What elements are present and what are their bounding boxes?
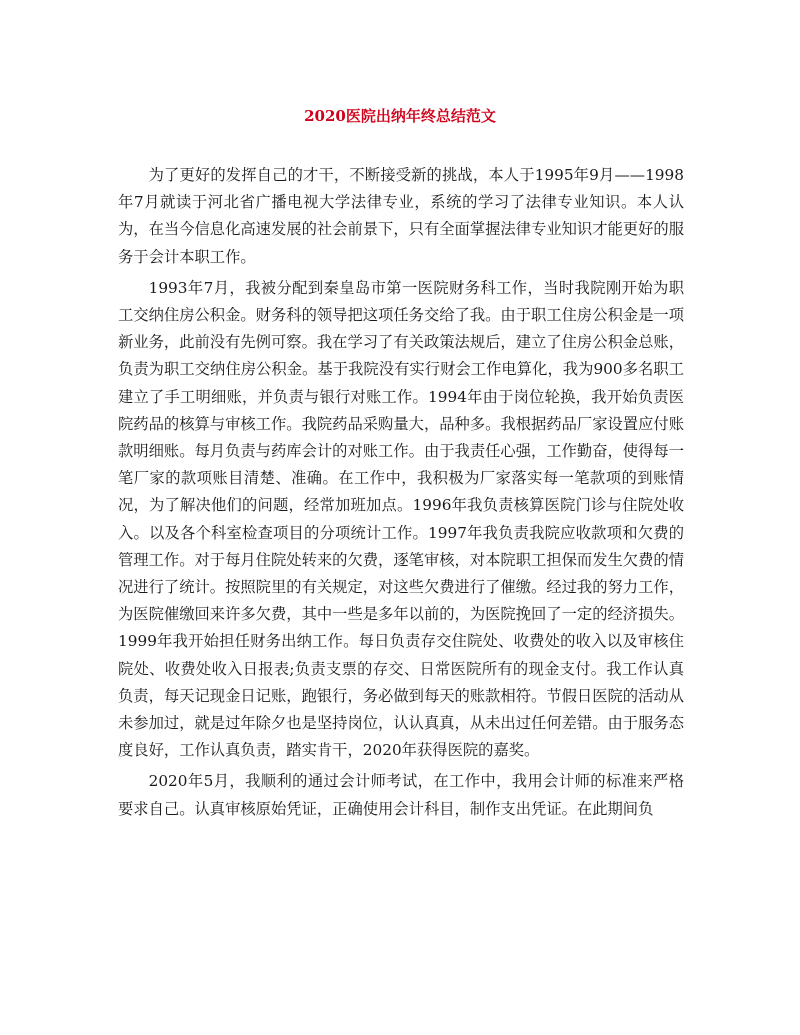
document-body [118,162,684,827]
document-title: 2020医院出纳年终总结范文 [304,107,496,125]
paragraph-1: 为了更好的发挥自己的才干，不断接受新的挑战，本人于1995年9月——1998年7月就读于河北省广播电视大学法律专业，系统的学习了法律专业知识。本人认为，在当今信息化高速发展的社会前景下，只有全面掌握法律专业知识才能更好的服务于会计本职工作。 [118,166,684,266]
paragraph-3: 2020年5月，我顺利的通过会计师考试，在工作中，我用会计师的标准来严格要求自己。认真审核原始凭证，正确使用会计科目，制作支出凭证。在此期间负 [118,772,684,818]
paragraph-2: 1993年7月，我被分配到秦皇岛市第一医院财务科工作，当时我院刚开始为职工交纳住房公积金。财务科的领导把这项任务交给了我。由于职工住房公积金是一项新业务，此前没有先例可察。我在学习了有关政策法规后，建立了住房公积金总账，负责为职工交纳住房公积金。基于我院没有实行财会工作电算化，我为900多名职工建立了手工明细账，并负责与银行对账工作。1994年由于岗位轮换，我开始负责医院药品的核算与审核工作。我院药品采购量大，品种多。我根据药品厂家设置应付账款明细账。每月负责与药库会计的对账工作。由于我责任心强，工作勤奋，使得每一笔厂家的款项账目清楚、准确。在工作中，我积极为厂家落实每一笔款项的到账情况，为了解决他们的问题，经常加班加点。1996年我负责核算医院门诊与住院处收入。以及各个科室检查项目的分项统计工作。1997年我负责我院应收款项和欠费的管理工作。对于每月住院处转来的欠费，逐笔审核，对本院职工担保而发生欠费的情况进行了统计。按照院里的有关规定，对这些欠费进行了催缴。经过我的努力工作，为医院催缴回来许多欠费，其中一些是多年以前的，为医院挽回了一定的经济损失。1999年我开始担任财务出纳工作。每日负责存交住院处、收费处的收入以及审核住院处、收费处收入日报表;负责支票的存交、日常医院所有的现金支付。我工作认真负责，每天记现金日记账，跑银行，务必做到每天的账款相符。节假日医院的活动从未参加过，就是过年除夕也是坚持岗位，认认真真，从未出过任何差错。由于服务态度良好，工作认真负责，踏实肯干，2020年获得医院的嘉奖。 [118,278,684,760]
